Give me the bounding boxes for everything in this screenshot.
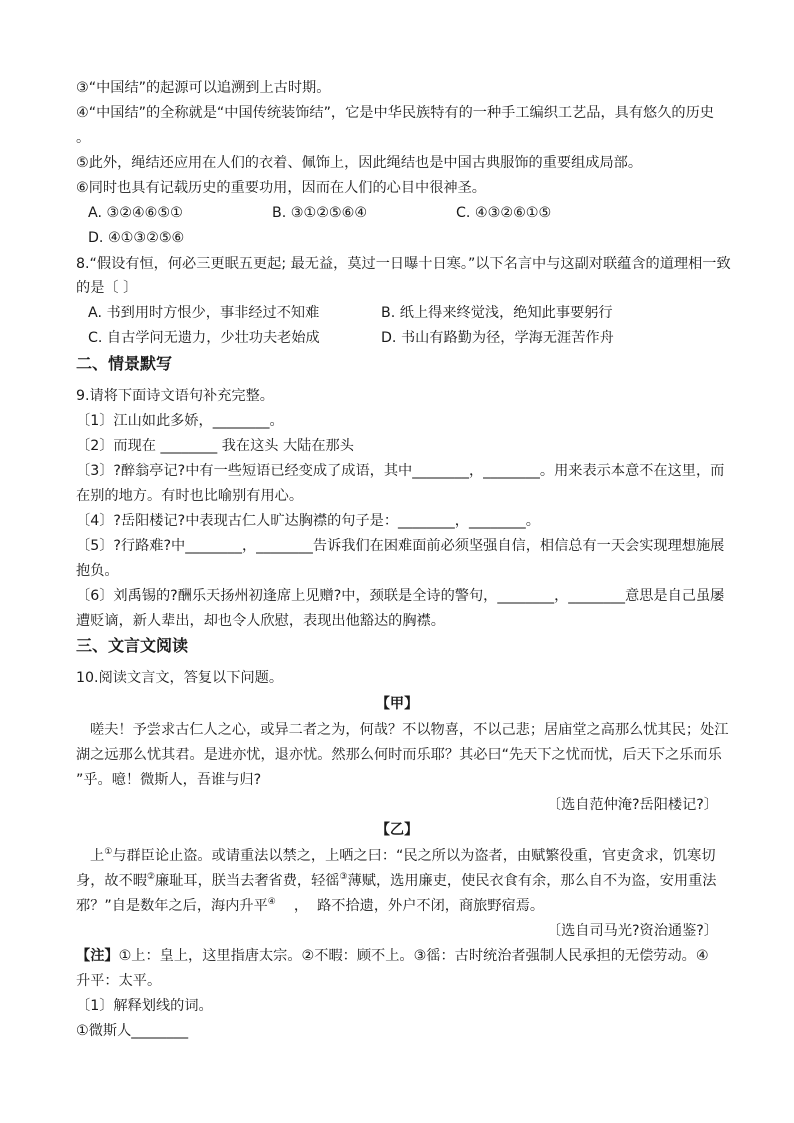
q10-sub-1: 〔1〕解释划线的词。 <box>76 998 213 1014</box>
q8-option-d[interactable]: D. 书山有路勤为径，学海无涯苦作舟 <box>381 330 614 346</box>
notes-line-1 <box>76 946 709 966</box>
passage-yi-text: 上 <box>90 848 105 864</box>
q7-option-a[interactable]: A. ③②④⑥⑤① <box>88 205 183 221</box>
q7-sentence-5: ⑤此外，绳结还应用在人们的衣着、佩饰上，因此绳结也是中国古典服饰的重要组成局部。 <box>76 155 643 171</box>
q9-item-6: 〔6〕刘禹锡的?酬乐天扬州初逢席上见赠?中，颈联是全诗的警句，________，________意思是自己虽屡 <box>76 588 725 604</box>
q10-sub-1-item-1: ①微斯人________ <box>76 1023 189 1039</box>
q7-sentence-4: ④“中国结”的全称就是“中国传统装饰结”，它是中华民族特有的一种手工编织工艺品，具有悠久的历史 <box>76 105 714 121</box>
q9-item-3-cont: 在别的地方。有时也比喻别有用心。 <box>76 488 304 504</box>
q8-option-a[interactable]: A. 书到用时方恨少，事非经过不知难 <box>88 305 320 321</box>
passage-yi-line-1 <box>90 846 716 866</box>
notes-label: 【注】 <box>76 948 119 964</box>
q9-item-6-cont: 遭贬谪，新人辈出，却也令人欣慰，表现出他豁达的胸襟。 <box>76 613 445 629</box>
q7-sentence-3: ③“中国结”的起源可以追溯到上古时期。 <box>76 80 331 96</box>
q7-sentence-4-end: 。 <box>76 130 91 146</box>
q8-option-c[interactable]: C. 自古学问无遗力，少壮功夫老始成 <box>88 330 320 346</box>
passage-yi-text: 廉耻耳，朕当去奢省费，轻徭 <box>155 873 340 889</box>
q7-option-c[interactable]: C. ④③②⑥①⑤ <box>456 205 552 221</box>
footnote-marker-1: ① <box>104 847 113 857</box>
passage-yi-line-3 <box>76 896 544 916</box>
section-2-heading: 二、情景默写 <box>76 354 173 373</box>
q9-item-2: 〔2〕而现在 ________ 我在这头 大陆在那头 <box>76 438 354 454</box>
passage-yi-text: ， 路不拾遗，外户不闭，商旅野宿焉。 <box>275 898 545 914</box>
footnote-marker-2: ② <box>146 872 156 882</box>
notes-line-2: 升平：太平。 <box>76 973 162 989</box>
q9-item-3: 〔3〕?醉翁亭记?中有一些短语已经变成了成语，其中________，________。用来表示本意不在这里，而 <box>76 463 725 479</box>
passage-yi-source: 〔选自司马光?资治通鉴?〕 <box>546 923 718 939</box>
q9-stem: 9.请将下面诗文语句补充完整。 <box>76 388 274 404</box>
passage-yi-text: 与群臣论止盗。或请重法以禁之，上哂之曰：“民之所以为盗者，由赋繁役重，官吏贪求，饥寒切 <box>112 848 716 864</box>
q8-stem-end: 的是〔 〕 <box>76 280 138 296</box>
footnote-marker-4: ④ <box>267 897 276 907</box>
passage-jia-line-3: ”乎。噫！微斯人，吾谁与归? <box>76 772 262 788</box>
q7-option-d[interactable]: D. ④①③②⑤⑥ <box>88 230 185 246</box>
passage-jia-line-2: 湖之远那么忧其君。是进亦忧，退亦忧。然那么何时而乐耶？其必曰“先天下之忧而忧，后天下之乐而乐 <box>76 747 722 763</box>
q9-item-5-cont: 抱负。 <box>76 563 119 579</box>
q9-item-1: 〔1〕江山如此多娇，________。 <box>76 413 284 429</box>
q7-option-b[interactable]: B. ③①②⑤⑥④ <box>272 205 368 221</box>
passage-yi-text: 身，故不暇 <box>76 873 147 889</box>
q9-item-4: 〔4〕?岳阳楼记?中表现古仁人旷达胸襟的句子是：________，________。 <box>76 513 540 529</box>
q8-stem: 8.“假设有恒，何必三更眠五更起; 最无益，莫过一日曝十日寒。”以下名言中与这副对联蕴含的道理相一致 <box>76 256 731 272</box>
passage-jia-line-1: 嗟夫！予尝求古仁人之心，或异二者之为，何哉？不以物喜，不以己悲；居庙堂之高那么忧其民；处江 <box>90 722 729 738</box>
q7-sentence-6: ⑥同时也具有记载历史的重要功用，因而在人们的心目中很神圣。 <box>76 180 486 196</box>
q10-stem: 10.阅读文言文，答复以下问题。 <box>76 670 284 686</box>
passage-yi-text: 邪？”自是数年之后，海内升平 <box>76 898 268 914</box>
passage-yi-label: 【乙】 <box>375 822 419 838</box>
footnote-marker-3: ③ <box>339 872 348 882</box>
q9-item-5: 〔5〕?行路难?中________，________告诉我们在困难面前必须坚强自信，相信总有一天会实现理想施展 <box>76 538 725 554</box>
passage-jia-source: 〔选自范仲淹?岳阳楼记?〕 <box>546 797 718 813</box>
passage-jia-label: 【甲】 <box>375 696 419 712</box>
passage-yi-text: 薄赋，选用廉吏，使民衣食有余，那么自不为盗，安用重法 <box>347 873 717 889</box>
section-3-heading: 三、文言文阅读 <box>76 636 189 655</box>
passage-yi-line-2 <box>76 871 716 891</box>
q8-option-b[interactable]: B. 纸上得来终觉浅，绝知此事要躬行 <box>381 305 613 321</box>
notes-text: ①上：皇上，这里指唐太宗。②不暇：顾不上。③徭：古时统治者强制人民承担的无偿劳动。④ <box>118 948 709 964</box>
